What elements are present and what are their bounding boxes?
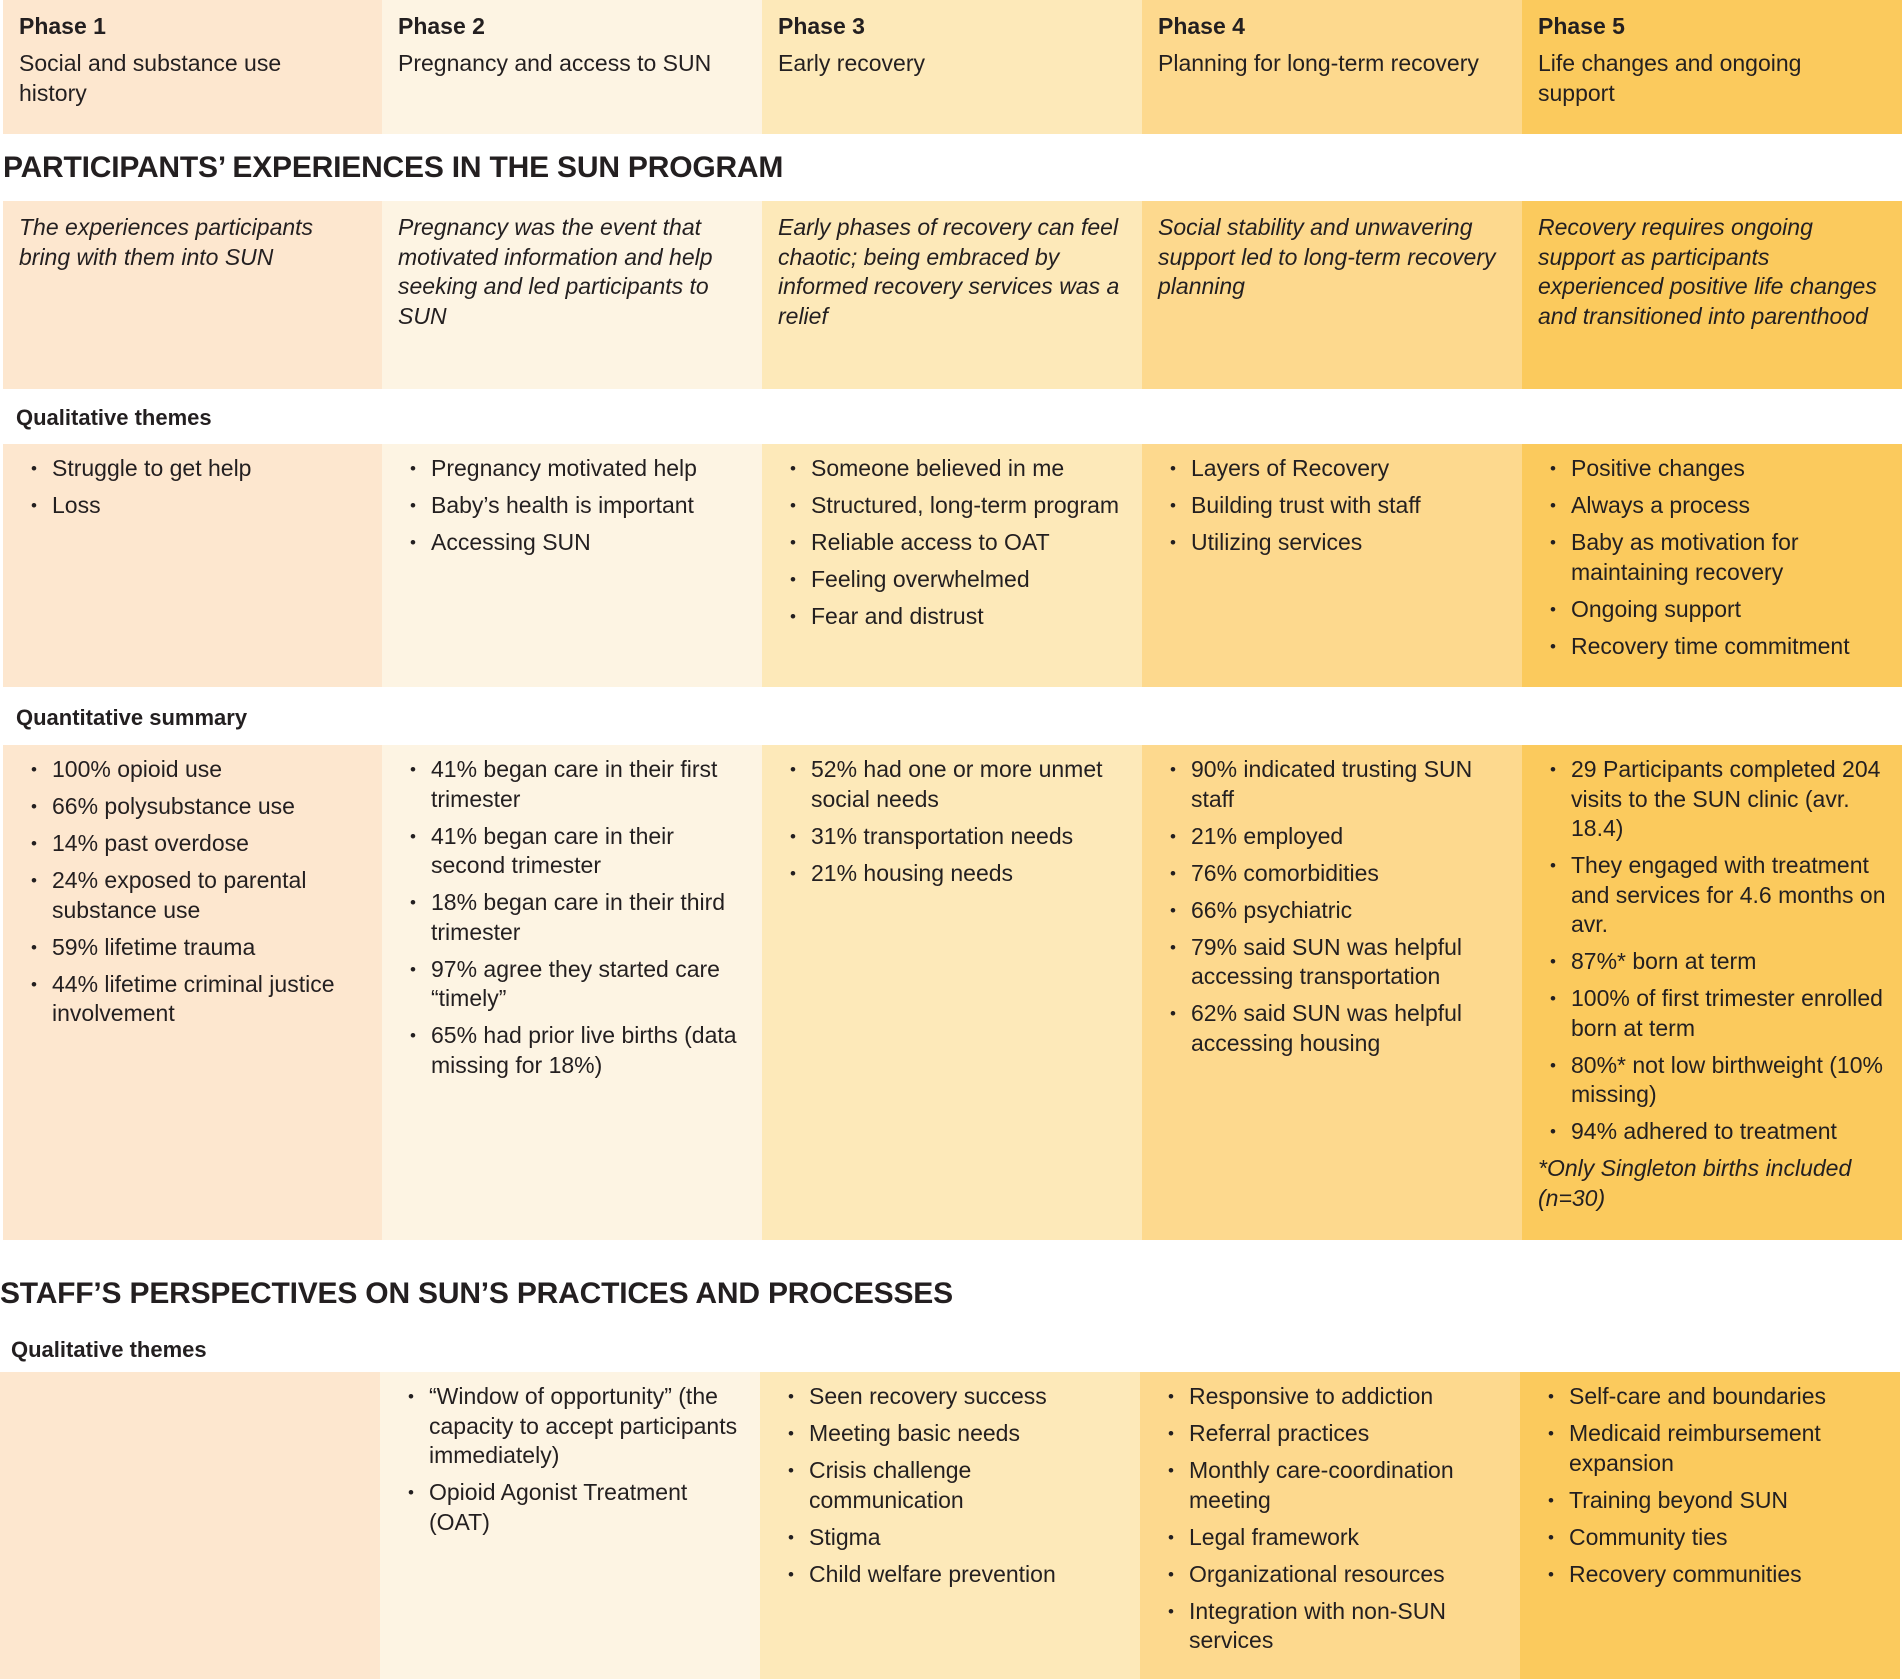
list-item: • 21% housing needs bbox=[778, 859, 1130, 889]
lead-text: The experiences participants bring with them into SUN bbox=[19, 214, 314, 270]
list-item: • Accessing SUN bbox=[398, 528, 750, 558]
phase-2-header bbox=[382, 0, 762, 134]
participants-qualitative-label: Qualitative themes bbox=[16, 405, 212, 430]
lead-text: Recovery requires ongoing support as participants experienced positive life changes and transitioned into parenthood bbox=[1538, 214, 1877, 329]
staff-qualitative-row bbox=[0, 1372, 1904, 1679]
participants-qualitative-phase-4 bbox=[1142, 444, 1522, 687]
list-item: • Seen recovery success bbox=[776, 1382, 1128, 1412]
participants-qualitative-row bbox=[0, 444, 1904, 687]
list-item: • Baby as motivation for maintaining recovery bbox=[1538, 528, 1890, 587]
list-item: • Meeting basic needs bbox=[776, 1419, 1128, 1449]
phase-label: Phase 2 bbox=[398, 13, 485, 39]
list-item: • 18% began care in their third trimester bbox=[398, 888, 750, 947]
list-item: • Integration with non-SUN services bbox=[1156, 1597, 1508, 1656]
staff-qualitative-phase-5 bbox=[1520, 1372, 1900, 1679]
phase-header-row bbox=[0, 0, 1904, 134]
stat-list bbox=[19, 755, 370, 1029]
list-item: • 59% lifetime trauma bbox=[19, 933, 370, 963]
list-item: • Ongoing support bbox=[1538, 595, 1890, 625]
phase-3-header bbox=[762, 0, 1142, 134]
phase-label: Phase 1 bbox=[19, 13, 106, 39]
list-item: • 14% past overdose bbox=[19, 829, 370, 859]
list-item: • Crisis challenge communication bbox=[776, 1456, 1128, 1515]
phase-label: Phase 5 bbox=[1538, 13, 1625, 39]
list-item: • Someone believed in me bbox=[778, 454, 1130, 484]
footnote: *Only Singleton births included (n=30) bbox=[1538, 1155, 1852, 1211]
list-item: • Opioid Agonist Treatment (OAT) bbox=[396, 1478, 748, 1537]
list-item: • 66% polysubstance use bbox=[19, 792, 370, 822]
participants-section-title: PARTICIPANTS’ EXPERIENCES IN THE SUN PROGRAM bbox=[3, 151, 784, 184]
stat-list bbox=[1158, 755, 1510, 1058]
phase-description: Life changes and ongoing support bbox=[1538, 50, 1802, 106]
staff-section-title: STAFF’S PERSPECTIVES ON SUN’S PRACTICES AND PROCESSES bbox=[0, 1277, 953, 1310]
list-item: • Training beyond SUN bbox=[1536, 1486, 1888, 1516]
participants-qualitative-phase-1 bbox=[3, 444, 382, 687]
list-item: • 66% psychiatric bbox=[1158, 896, 1510, 926]
list-item: • 24% exposed to parental substance use bbox=[19, 866, 370, 925]
list-item: • Pregnancy motivated help bbox=[398, 454, 750, 484]
theme-list bbox=[1538, 454, 1890, 661]
list-item: • Fear and distrust bbox=[778, 602, 1130, 632]
list-item: • 31% transportation needs bbox=[778, 822, 1130, 852]
list-item: • Monthly care-coordination meeting bbox=[1156, 1456, 1508, 1515]
list-item: • 44% lifetime criminal justice involvement bbox=[19, 970, 370, 1029]
staff-qualitative-phase-3 bbox=[760, 1372, 1140, 1679]
phase-1-header bbox=[3, 0, 382, 134]
phase-description: Pregnancy and access to SUN bbox=[398, 50, 712, 76]
list-item: • Community ties bbox=[1536, 1523, 1888, 1553]
list-item: • Always a process bbox=[1538, 491, 1890, 521]
theme-list bbox=[1156, 1382, 1508, 1656]
list-item: • 21% employed bbox=[1158, 822, 1510, 852]
participants-quantitative-phase-1 bbox=[3, 745, 382, 1240]
lead-phase-1 bbox=[3, 201, 382, 389]
lead-text: Pregnancy was the event that motivated information and help seeking and led participants to SUN bbox=[398, 214, 713, 329]
list-item: • “Window of opportunity” (the capacity to accept participants immediately) bbox=[396, 1382, 748, 1471]
list-item: • Referral practices bbox=[1156, 1419, 1508, 1449]
theme-list bbox=[19, 454, 370, 521]
list-item: • Struggle to get help bbox=[19, 454, 370, 484]
list-item: • Legal framework bbox=[1156, 1523, 1508, 1553]
staff-qualitative-phase-1 bbox=[0, 1372, 380, 1679]
list-item: • Organizational resources bbox=[1156, 1560, 1508, 1590]
list-item: • Building trust with staff bbox=[1158, 491, 1510, 521]
lead-phase-2 bbox=[382, 201, 762, 389]
list-item: • Feeling overwhelmed bbox=[778, 565, 1130, 595]
phase-description: Social and substance use history bbox=[19, 50, 282, 106]
list-item: • 62% said SUN was helpful accessing housing bbox=[1158, 999, 1510, 1058]
list-item: • 65% had prior live births (data missing for 18%) bbox=[398, 1021, 750, 1080]
list-item: • Reliable access to OAT bbox=[778, 528, 1130, 558]
participants-qualitative-phase-3 bbox=[762, 444, 1142, 687]
phase-label: Phase 4 bbox=[1158, 13, 1245, 39]
participants-quantitative-phase-3 bbox=[762, 745, 1142, 1240]
lead-phase-5 bbox=[1522, 201, 1902, 389]
list-item: • Utilizing services bbox=[1158, 528, 1510, 558]
list-item: • Recovery time commitment bbox=[1538, 632, 1890, 662]
stat-list bbox=[778, 755, 1130, 888]
list-item: • Loss bbox=[19, 491, 370, 521]
participants-quantitative-label: Quantitative summary bbox=[16, 705, 248, 730]
list-item: • Responsive to addiction bbox=[1156, 1382, 1508, 1412]
list-item: • Structured, long-term program bbox=[778, 491, 1130, 521]
phase-description: Early recovery bbox=[778, 50, 925, 76]
list-item: • Self-care and boundaries bbox=[1536, 1382, 1888, 1412]
lead-text: Early phases of recovery can feel chaotic; being embraced by informed recovery services was a relief bbox=[778, 214, 1120, 329]
list-item: • 41% began care in their first trimester bbox=[398, 755, 750, 814]
theme-list bbox=[778, 454, 1130, 632]
list-item: • 41% began care in their second trimester bbox=[398, 822, 750, 881]
lead-text: Social stability and unwavering support led to long-term recovery planning bbox=[1158, 214, 1496, 299]
participants-quantitative-phase-2 bbox=[382, 745, 762, 1240]
list-item: • 90% indicated trusting SUN staff bbox=[1158, 755, 1510, 814]
lead-phase-3 bbox=[762, 201, 1142, 389]
list-item: • 97% agree they started care “timely” bbox=[398, 955, 750, 1014]
list-item: • Recovery communities bbox=[1536, 1560, 1888, 1590]
list-item: • Baby’s health is important bbox=[398, 491, 750, 521]
participants-lead-row bbox=[0, 201, 1904, 389]
list-item: • Child welfare prevention bbox=[776, 1560, 1128, 1590]
theme-list bbox=[1536, 1382, 1888, 1589]
participants-qualitative-phase-2 bbox=[382, 444, 762, 687]
participants-qualitative-phase-5 bbox=[1522, 444, 1902, 687]
list-item: • Positive changes bbox=[1538, 454, 1890, 484]
staff-qualitative-phase-2 bbox=[380, 1372, 760, 1679]
participants-quantitative-row bbox=[0, 745, 1904, 1240]
phase-4-header bbox=[1142, 0, 1522, 134]
theme-list bbox=[1158, 454, 1510, 558]
participants-quantitative-phase-4 bbox=[1142, 745, 1522, 1240]
phase-label: Phase 3 bbox=[778, 13, 865, 39]
theme-list bbox=[396, 1382, 748, 1537]
participants-quantitative-phase-5 bbox=[1522, 745, 1902, 1240]
list-item: • 79% said SUN was helpful accessing transportation bbox=[1158, 933, 1510, 992]
list-item: • 76% comorbidities bbox=[1158, 859, 1510, 889]
list-item: • Layers of Recovery bbox=[1158, 454, 1510, 484]
list-item: • 100% of first trimester enrolled born at term bbox=[1538, 984, 1890, 1043]
staff-qualitative-phase-4 bbox=[1140, 1372, 1520, 1679]
theme-list bbox=[776, 1382, 1128, 1589]
list-item: • 29 Participants completed 204 visits to the SUN clinic (avr. 18.4) bbox=[1538, 755, 1890, 844]
stat-list bbox=[398, 755, 750, 1080]
list-item: • 52% had one or more unmet social needs bbox=[778, 755, 1130, 814]
list-item: • Stigma bbox=[776, 1523, 1128, 1553]
theme-list bbox=[398, 454, 750, 558]
stat-list bbox=[1538, 755, 1890, 1147]
lead-phase-4 bbox=[1142, 201, 1522, 389]
list-item: • 94% adhered to treatment bbox=[1538, 1117, 1890, 1147]
phase-description: Planning for long-term recovery bbox=[1158, 50, 1479, 76]
list-item: • 100% opioid use bbox=[19, 755, 370, 785]
phase-5-header bbox=[1522, 0, 1902, 134]
staff-qualitative-label: Qualitative themes bbox=[11, 1337, 207, 1362]
list-item: • 87%* born at term bbox=[1538, 947, 1890, 977]
list-item: • They engaged with treatment and services for 4.6 months on avr. bbox=[1538, 851, 1890, 940]
list-item: • Medicaid reimbursement expansion bbox=[1536, 1419, 1888, 1478]
list-item: • 80%* not low birthweight (10% missing) bbox=[1538, 1051, 1890, 1110]
